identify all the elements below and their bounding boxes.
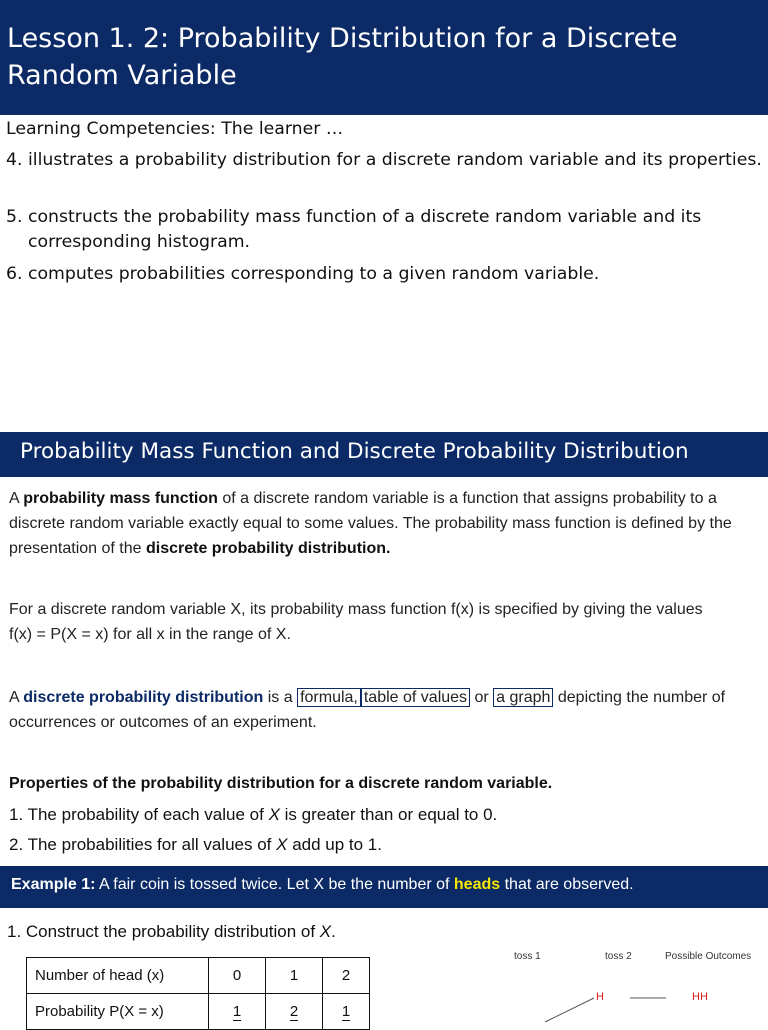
table-cell: 0 <box>209 958 266 994</box>
question-1: 1. Construct the probability distribution of X. <box>7 922 336 941</box>
tree-outcome-hh: HH <box>692 991 708 1003</box>
competency-item: 5. constructs the probability mass function of a discrete random variable and its corresponding histogram. <box>6 207 702 252</box>
distribution-definition: A discrete probability distribution is a formula, table of values or a graph depicting the number of occurrences or outcomes of an experiment. <box>9 689 726 731</box>
table-row-label: Number of head (x) <box>27 958 209 994</box>
competencies-intro: Learning Competencies: The learner … <box>6 119 344 139</box>
competency-item: 6. computes probabilities corresponding to a given random variable. <box>6 264 600 284</box>
tree-diagram-branches <box>540 990 670 1024</box>
boxed-term-formula: formula, <box>297 688 361 707</box>
table-cell <box>266 994 323 1030</box>
example-text: Example 1: A fair coin is tossed twice. Let X be the number of heads that are observed. <box>11 876 634 893</box>
properties-title: Properties of the probability distribution for a discrete random variable. <box>9 775 553 792</box>
example-banner <box>0 866 768 908</box>
table-row <box>27 958 370 994</box>
term-discrete-distribution: discrete probability distribution <box>23 689 264 706</box>
section-title: Probability Mass Function and Discrete Probability Distribution <box>20 439 689 464</box>
property-item: 2. The probabilities for all values of X add up to 1. <box>9 835 382 854</box>
tree-branch <box>545 998 594 1022</box>
competency-item: 4. illustrates a probability distribution for a discrete random variable and its properties. <box>6 150 762 170</box>
tree-header-toss2: toss 2 <box>605 951 632 962</box>
pmf-specification <box>9 597 754 647</box>
tree-node-h: H <box>596 991 604 1003</box>
boxed-term-table: table of values <box>361 688 470 707</box>
table-cell <box>209 994 266 1030</box>
pmf-spec-line: f(x) = P(X = x) for all x in the range of X. <box>9 626 291 643</box>
pmf-definition: A probability mass function of a discrete random variable is a function that assigns probability to a discrete random variable exactly equal to some values. The probability mass function is defined by the presentation of the discrete probability distribution. <box>9 490 732 557</box>
boxed-term-graph: a graph <box>493 688 553 707</box>
table-cell: 1 <box>266 958 323 994</box>
table-cell: 2 <box>323 958 370 994</box>
fraction-numerator: 2 <box>289 1002 299 1020</box>
pmf-spec-line: For a discrete random variable X, its probability mass function f(x) is specified by giving the values <box>9 601 703 618</box>
table-row <box>27 994 370 1030</box>
fraction-numerator: 1 <box>232 1002 242 1020</box>
property-item: 1. The probability of each value of X is greater than or equal to 0. <box>9 805 498 824</box>
tree-header-toss1: toss 1 <box>514 951 541 962</box>
table-row-label: Probability P(X = x) <box>27 994 209 1030</box>
section-title-banner <box>0 432 768 477</box>
probability-distribution-table <box>26 957 370 1030</box>
fraction-numerator: 1 <box>341 1002 351 1020</box>
lesson-title-banner <box>0 0 768 115</box>
lesson-title: Lesson 1. 2: Probability Distribution for a Discrete Random Variable <box>7 23 678 91</box>
table-cell <box>323 994 370 1030</box>
tree-header-outcomes: Possible Outcomes <box>665 951 752 962</box>
